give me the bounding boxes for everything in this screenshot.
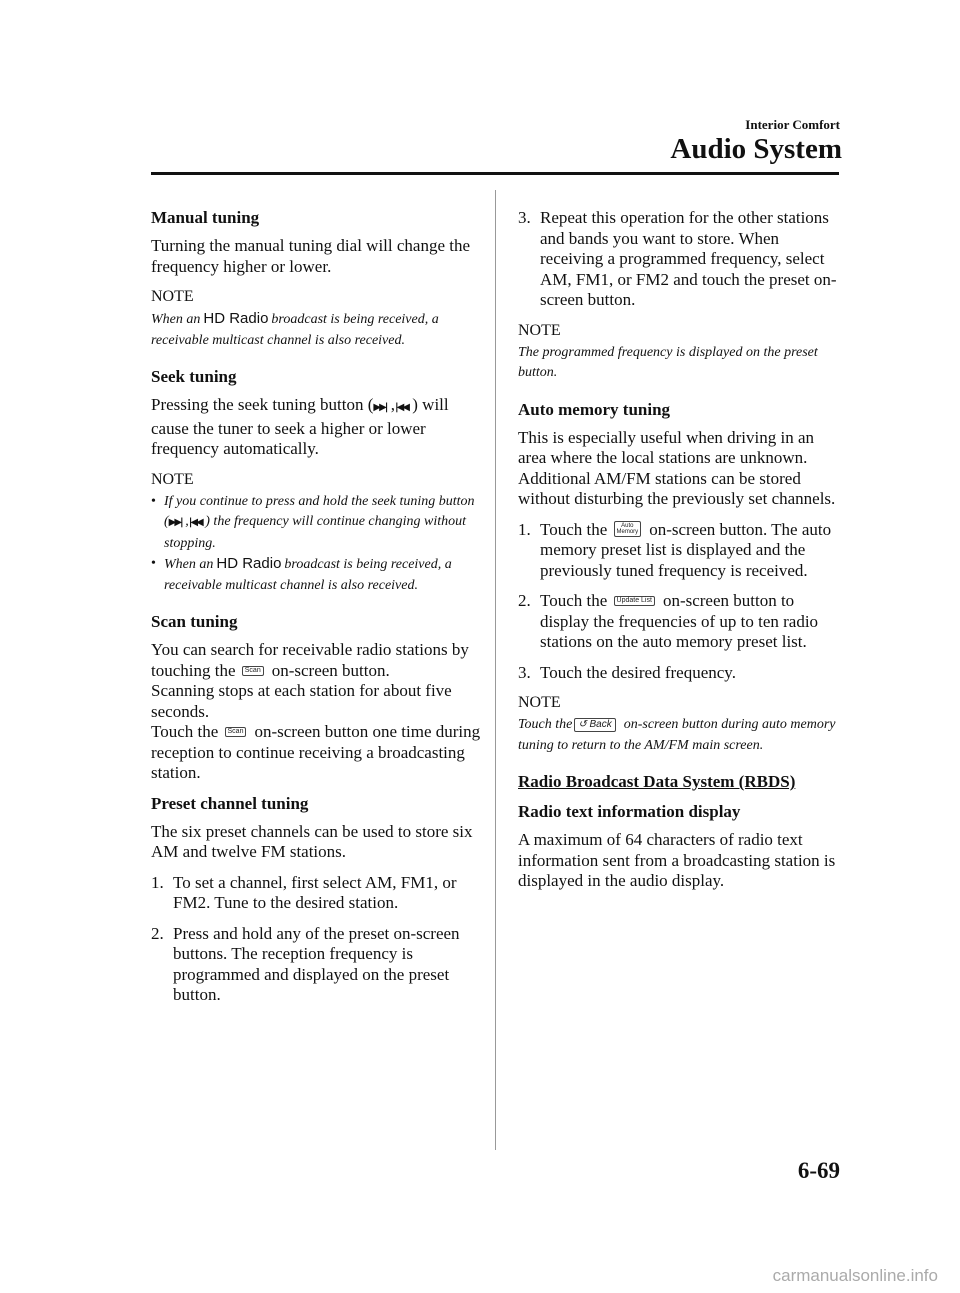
seek-up-icon: ▶▶| (168, 517, 182, 528)
seek-tuning-heading: Seek tuning (151, 367, 237, 386)
seek-down-icon: |◀◀ (394, 402, 408, 413)
note-label: NOTE (518, 321, 561, 339)
section-label: Interior Comfort (745, 117, 840, 132)
seek-up-icon: ▶▶| (373, 402, 387, 413)
radio-text-body: A maximum of 64 characters of radio text information sent from a broadcasting station is displayed in the audio display. (518, 830, 836, 890)
auto-memory-note: Touch the ↺ Back on-screen button during auto memory tuning to return to the AM/FM main screen. (518, 717, 836, 753)
manual-tuning-body: Turning the manual tuning dial will change the frequency higher or lower. (151, 236, 471, 276)
auto-step-1: 1. Touch the Auto Memory on-screen button. The auto memory preset list is displayed and the previously tuned frequency is received. (518, 519, 832, 580)
hd-radio-logo: HD Radio (216, 555, 282, 572)
back-button-image: ↺ Back (574, 718, 615, 732)
rbds-heading: Radio Broadcast Data System (RBDS) (518, 772, 796, 791)
auto-step-3: 3. Touch the desired frequency. (518, 662, 736, 682)
seek-tuning-body: Pressing the seek tuning button (▶▶| ,|◀◀ ) will cause the tuner to seek a higher or lower frequency automatically. (151, 395, 449, 458)
header-rule (151, 172, 839, 175)
auto-memory-body: This is especially useful when driving in an area where the local stations are unknown. Additional AM/FM stations can be stored without disturbing the previously set channels. (518, 427, 836, 508)
column-divider (495, 190, 496, 1150)
hd-radio-logo: HD Radio (203, 310, 269, 327)
preset-note: The programmed frequency is displayed on the preset button. (518, 344, 818, 380)
note-bullet: • If you continue to press and hold the seek tuning button (▶▶| ,|◀◀ ) the frequency will continue changing without stopping. (151, 492, 481, 555)
preset-step-1: 1. To set a channel, first select AM, FM1, or FM2. Tune to the desired station. (151, 872, 457, 912)
scan-tuning-body-2: Scanning stops at each station for about five seconds. (151, 681, 452, 721)
preset-step-3: 3. Repeat this operation for the other stations and bands you want to store. When receiving a programmed frequency, select AM, FM1, or FM2 and touch the preset on-screen button. (518, 208, 837, 309)
note-bullet: • When an HD Radio broadcast is being received, a receivable multicast channel is also received. (151, 554, 481, 596)
auto-memory-button-image: Auto Memory (614, 521, 642, 537)
radio-text-heading: Radio text information display (518, 802, 741, 821)
manual-tuning-note: When an HD Radio broadcast is being received, a receivable multicast channel is also received. (151, 310, 439, 348)
left-column (151, 208, 481, 1016)
preset-tuning-heading: Preset channel tuning (151, 793, 309, 813)
auto-memory-heading: Auto memory tuning (518, 399, 671, 419)
scan-button-image: Scan (225, 727, 247, 737)
update-list-button-image: Update List (614, 596, 655, 606)
note-label: NOTE (151, 470, 194, 488)
scan-button-image: Scan (242, 666, 264, 676)
seek-down-icon: |◀◀ (188, 517, 202, 528)
auto-step-2: 2. Touch the Update List on-screen button to display the frequencies of up to ten radio stations on the auto memory preset list. (518, 591, 819, 651)
watermark: carmanualsonline.info (772, 1266, 938, 1285)
preset-tuning-body: The six preset channels can be used to store six AM and twelve FM stations. (151, 821, 473, 861)
preset-step-2: 2. Press and hold any of the preset on-screen buttons. The reception frequency is programmed and displayed on the preset button. (151, 923, 460, 1004)
page-number: 6-69 (797, 1158, 840, 1183)
seek-tuning-note (151, 492, 481, 597)
scan-tuning-heading: Scan tuning (151, 612, 238, 631)
scan-tuning-body: You can search for receivable radio stations by touching the Scan on-screen button. (151, 640, 469, 680)
right-column (518, 208, 843, 902)
note-label: NOTE (518, 694, 561, 711)
scan-tuning-body-3: Touch the Scan on-screen button one time during reception to continue receiving a broadcasting station. (151, 722, 481, 782)
page-title: Audio System (670, 133, 842, 165)
manual-tuning-heading: Manual tuning (151, 208, 260, 227)
note-label: NOTE (151, 288, 194, 305)
